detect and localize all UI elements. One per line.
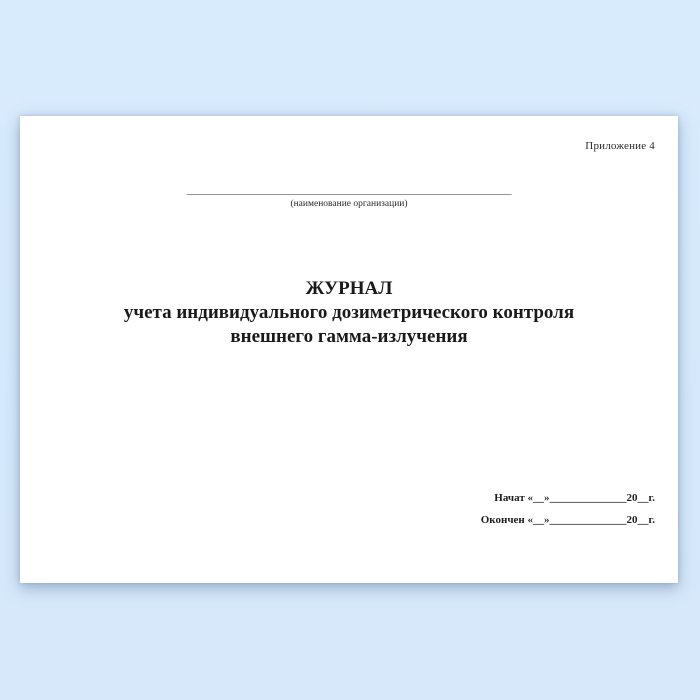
date-started: Начат «__»______________20__г.	[494, 492, 655, 504]
dates-block	[481, 492, 655, 536]
document-title	[20, 277, 678, 349]
title-line-1: ЖУРНАЛ	[305, 278, 393, 299]
document-page	[20, 116, 678, 583]
date-finished: Окончен «__»______________20__г.	[480, 514, 655, 526]
organization-fill-line: _________________________________________________________________	[186, 185, 512, 196]
title-line-2: учета индивидуального дозиметрического контроля	[123, 302, 575, 323]
title-line-3: внешнего гамма-излучения	[230, 326, 468, 347]
organization-block	[184, 185, 514, 210]
annex-label: Приложение 4	[585, 140, 655, 152]
organization-caption: (наименование организации)	[290, 199, 408, 209]
